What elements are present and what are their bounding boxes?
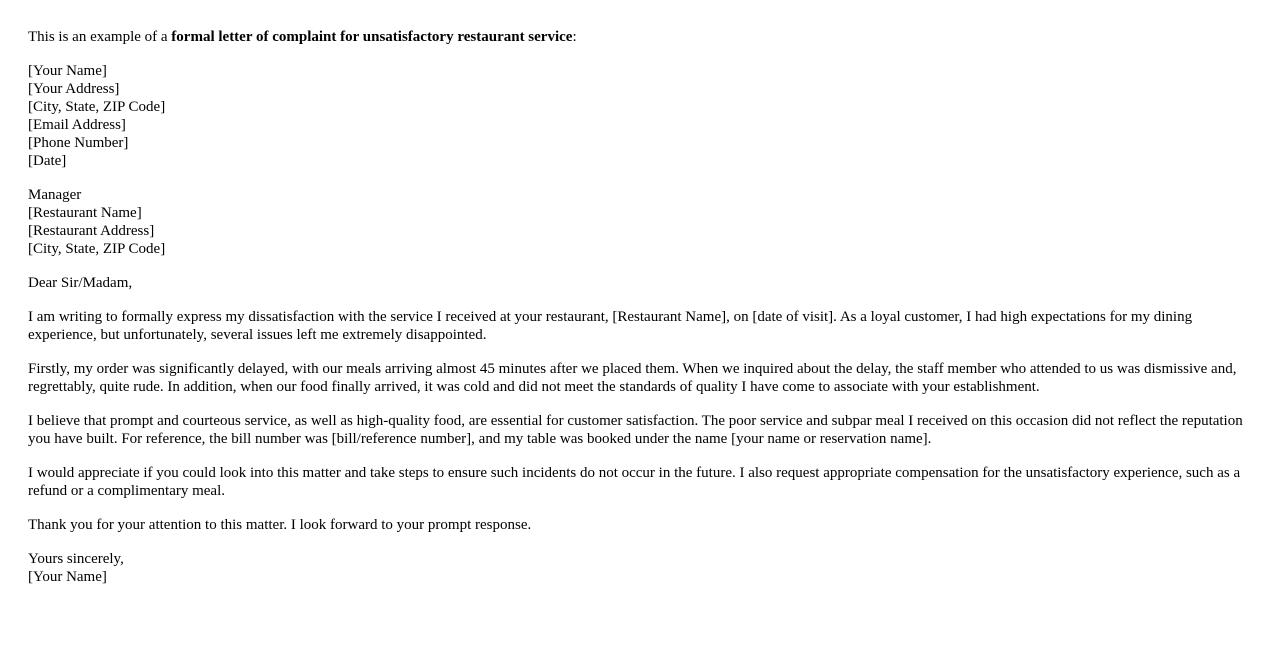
sender-phone: [Phone Number] [28, 135, 129, 151]
recipient-title: Manager [28, 187, 82, 203]
valediction: Yours sincerely, [28, 551, 124, 567]
body-paragraph-4: I would appreciate if you could look into this matter and take steps to ensure such incidents do not occur in the future. I also request appropriate compensation for the unsatisfactory experience, such as a refund or a complimentary meal. [28, 465, 1241, 499]
intro-suffix: : [572, 29, 577, 45]
intro-bold-title: formal letter of complaint for unsatisfactory restaurant service [171, 29, 573, 45]
recipient-restaurant-name: [Restaurant Name] [28, 205, 142, 221]
sender-name: [Your Name] [28, 63, 107, 79]
intro-paragraph [28, 28, 1250, 46]
closing-block [28, 550, 1250, 586]
salutation: Dear Sir/Madam, [28, 275, 133, 291]
recipient-restaurant-address: [Restaurant Address] [28, 223, 155, 239]
sender-date: [Date] [28, 153, 67, 169]
signature: [Your Name] [28, 569, 107, 585]
body-paragraph-1: I am writing to formally express my dissatisfaction with the service I received at your restaurant, [Restaurant Name], on [date of visit]. As a loyal customer, I had high expectations for my dining experience, but unfortunately, several issues left me extremely disappointed. [28, 309, 1193, 343]
sender-email: [Email Address] [28, 117, 126, 133]
sender-address-block [28, 62, 1250, 170]
body-paragraph-5: Thank you for your attention to this matter. I look forward to your prompt response. [28, 517, 532, 533]
sender-city-state-zip: [City, State, ZIP Code] [28, 99, 166, 115]
recipient-city-state-zip: [City, State, ZIP Code] [28, 241, 166, 257]
recipient-address-block [28, 186, 1250, 258]
intro-prefix: This is an example of a [28, 29, 172, 45]
sender-address: [Your Address] [28, 81, 120, 97]
body-paragraph-2: Firstly, my order was significantly delayed, with our meals arriving almost 45 minutes after we placed them. When we inquired about the delay, the staff member who attended to us was dismissive and, regrettably, quite rude. In addition, when our food finally arrived, it was cold and did not meet the standards of quality I have come to associate with your establishment. [28, 361, 1237, 395]
body-paragraph-3: I believe that prompt and courteous service, as well as high-quality food, are essential for customer satisfaction. The poor service and subpar meal I received on this occasion did not reflect the reputation you have built. For reference, the bill number was [bill/reference number], and my table was booked under the name [your name or reservation name]. [28, 413, 1243, 447]
